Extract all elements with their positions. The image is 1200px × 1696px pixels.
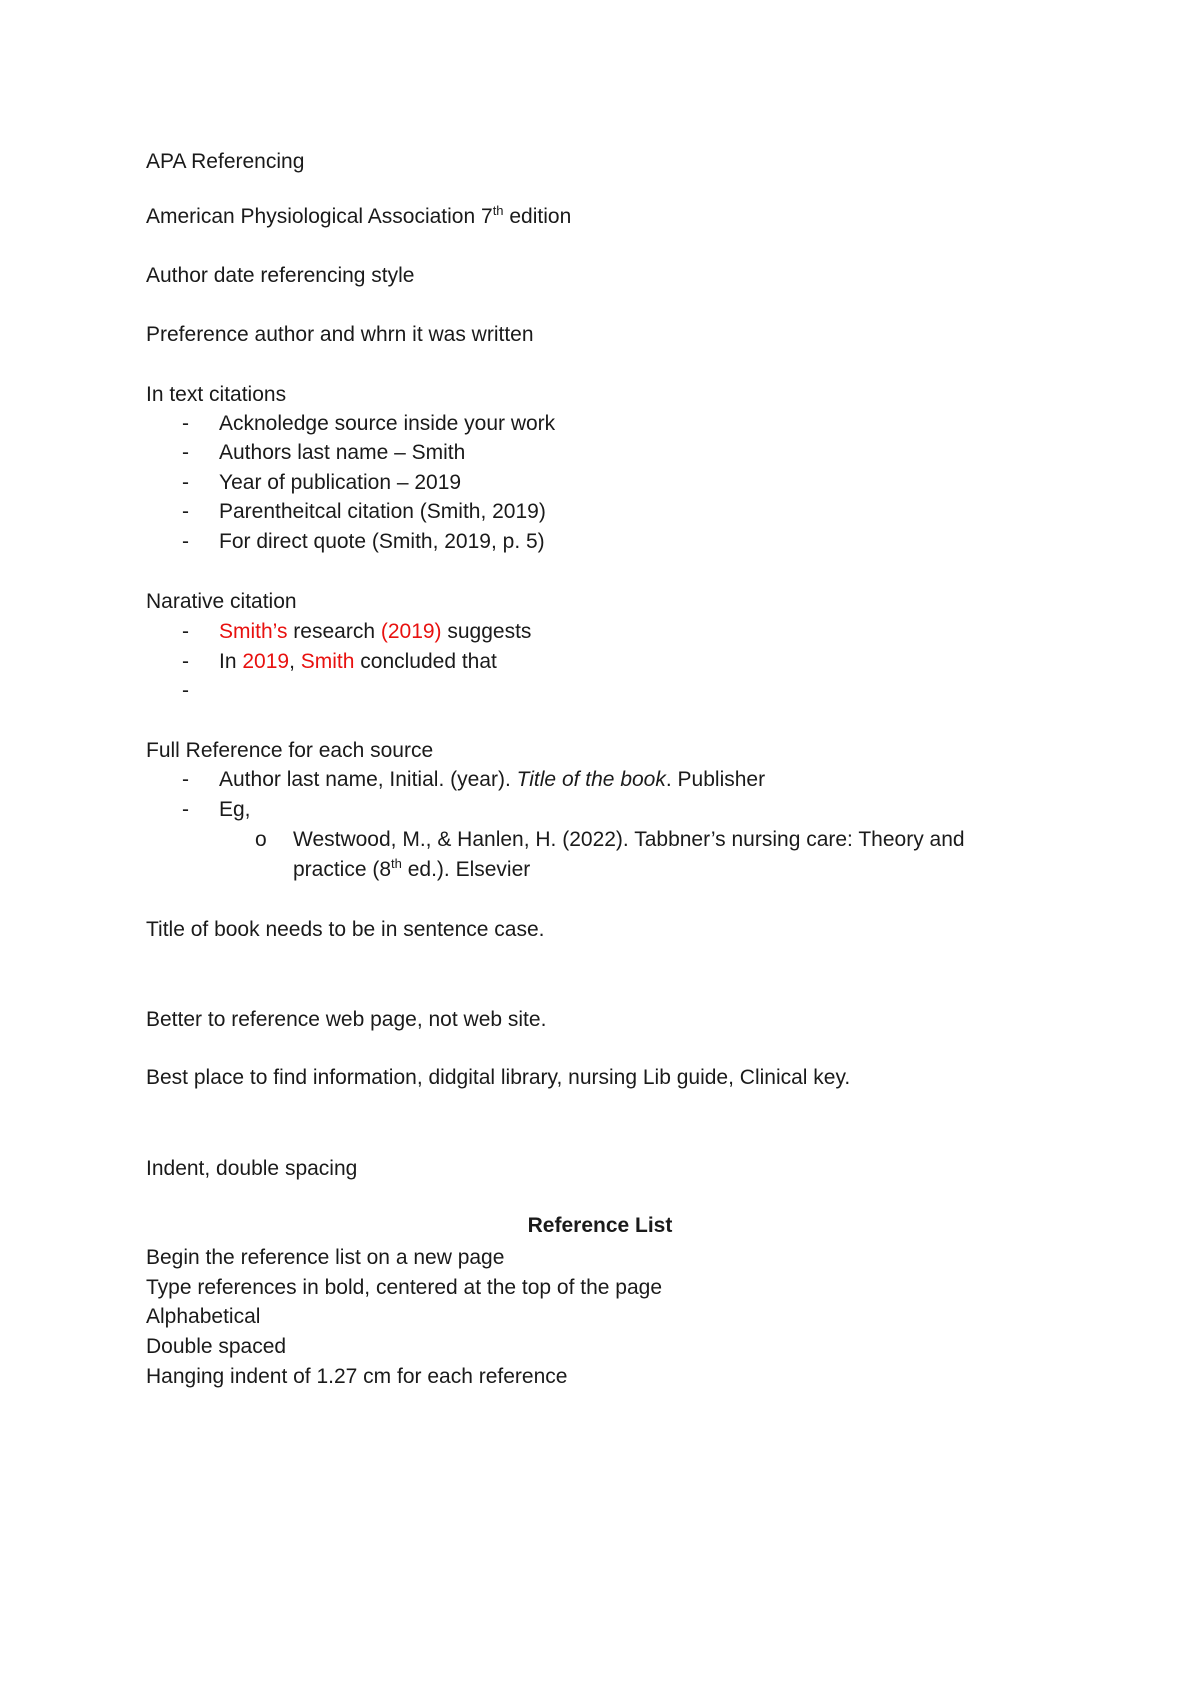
style-line: Author date referencing style xyxy=(146,264,415,287)
narrative-item: In 2019, Smith concluded that xyxy=(219,650,497,673)
reference-list-line: Type references in bold, centered at the top of the page xyxy=(146,1276,663,1299)
list-item: Parentheitcal citation (Smith, 2019) xyxy=(219,500,546,523)
bullet-circle: o xyxy=(255,828,267,851)
in-text-heading: In text citations xyxy=(146,383,287,406)
example-reference-line-2: practice (8th ed.). Elsevier xyxy=(293,856,531,881)
bullet-dash: - xyxy=(182,530,189,553)
list-item: Acknoledge source inside your work xyxy=(219,412,556,435)
document-title: APA Referencing xyxy=(146,150,305,173)
bullet-dash: - xyxy=(182,620,189,643)
best-place-note: Best place to find information, didgital library, nursing Lib guide, Clinical key. xyxy=(146,1066,851,1089)
narrative-heading: Narative citation xyxy=(146,590,297,613)
bullet-dash: - xyxy=(182,768,189,791)
narrative-item: Smith’s research (2019) suggests xyxy=(219,620,532,643)
reference-list-heading: Reference List xyxy=(527,1214,673,1237)
reference-list-line: Double spaced xyxy=(146,1335,287,1358)
subtitle-line: American Physiological Association 7th edition xyxy=(146,203,572,228)
reference-list-line: Alphabetical xyxy=(146,1305,261,1328)
reference-list-line: Hanging indent of 1.27 cm for each reference xyxy=(146,1365,568,1388)
reference-list-line: Begin the reference list on a new page xyxy=(146,1246,505,1269)
bullet-dash: - xyxy=(182,679,189,702)
bullet-dash: - xyxy=(182,650,189,673)
preference-line: Preference author and whrn it was written xyxy=(146,323,534,346)
list-item: For direct quote (Smith, 2019, p. 5) xyxy=(219,530,545,553)
bullet-dash: - xyxy=(182,471,189,494)
reference-format-item: Author last name, Initial. (year). Title of the book. Publisher xyxy=(219,768,766,791)
indent-note: Indent, double spacing xyxy=(146,1157,358,1180)
bullet-dash: - xyxy=(182,798,189,821)
full-reference-heading: Full Reference for each source xyxy=(146,739,434,762)
sentence-case-note: Title of book needs to be in sentence case. xyxy=(146,918,545,941)
bullet-dash: - xyxy=(182,441,189,464)
web-page-note: Better to reference web page, not web site. xyxy=(146,1008,547,1031)
bullet-dash: - xyxy=(182,412,189,435)
list-item: Year of publication – 2019 xyxy=(219,471,462,494)
bullet-dash: - xyxy=(182,500,189,523)
list-item: Authors last name – Smith xyxy=(219,441,466,464)
example-item: Eg, xyxy=(219,798,251,821)
example-reference-line-1: Westwood, M., & Hanlen, H. (2022). Tabbner’s nursing care: Theory and xyxy=(293,828,965,851)
